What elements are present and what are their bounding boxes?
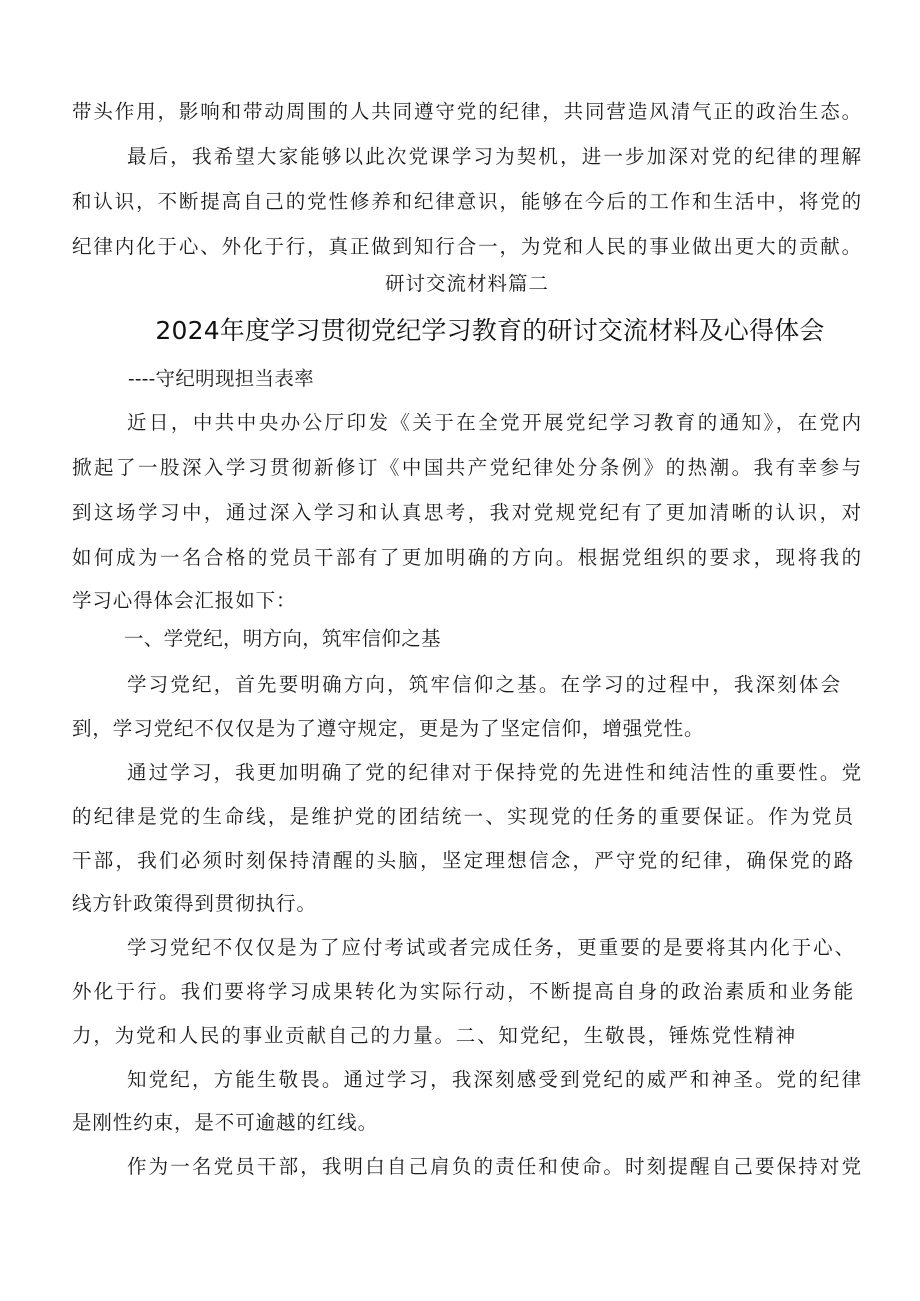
paragraph-line: 力，为党和人民的事业贡献自己的力量。二、知党纪，生敬畏，锤炼党性精神 — [72, 1024, 796, 1047]
paragraph-line: 通过学习，我更加明确了党的纪律对于保持党的先进性和纯洁性的重要性。党 — [127, 761, 862, 784]
paragraph-line: 近日，中共中央办公厅印发《关于在全党开展党纪学习教育的通知》，在党内 — [127, 411, 862, 434]
paragraph-line: 纪律内化于心、外化于行，真正做到知行合一，为党和人民的事业做出更大的贡献。 — [72, 235, 862, 258]
paragraph-line: 带头作用，影响和带动周围的人共同遵守党的纪律，共同营造风清气正的政治生态。 — [72, 100, 862, 123]
section-heading: 一、学党纪，明方向，筑牢信仰之基 — [124, 627, 441, 650]
paragraph-line: 到，学习党纪不仅仅是为了遵守规定，更是为了坚定信仰，增强党性。 — [72, 717, 705, 740]
paragraph-line: 到这场学习中，通过深入学习和认真思考，我对党规党纪有了更加清晰的认识，对 — [72, 501, 862, 524]
paragraph-line: 掀起了一股深入学习贯彻新修订《中国共产党纪律处分条例》的热潮。我有幸参与 — [72, 456, 862, 479]
paragraph-line: 和认识，不断提高自己的党性修养和纪律意识，能够在今后的工作和生活中，将党的 — [72, 190, 862, 213]
paragraph-line: 的纪律是党的生命线，是维护党的团结统一、实现党的任务的重要保证。作为党员 — [72, 805, 854, 828]
paragraph-line: 学习心得体会汇报如下： — [72, 589, 297, 612]
paragraph-line: 线方针政策得到贯彻执行。 — [72, 892, 317, 915]
paragraph-line: 知党纪，方能生敬畏。通过学习，我深刻感受到党纪的威严和神圣。党的纪律 — [127, 1068, 862, 1091]
paragraph-line: 作为一名党员干部，我明白自己肩负的责任和使命。时刻提醒自己要保持对党 — [127, 1155, 862, 1178]
paragraph-line: 干部，我们必须时刻保持清醒的头脑，坚定理想信念，严守党的纪律，确保党的路 — [72, 849, 854, 872]
paragraph-line: 最后，我希望大家能够以此次党课学习为契机，进一步加深对党的纪律的理解 — [127, 145, 862, 168]
paragraph-line: 学习党纪，首先要明确方向，筑牢信仰之基。在学习的过程中，我深刻体会 — [127, 673, 841, 696]
paragraph-line: 外化于行。我们要将学习成果转化为实际行动，不断提高自身的政治素质和业务能 — [72, 980, 854, 1003]
subtitle: ----守纪明现担当表率 — [128, 367, 314, 390]
paragraph-line: 学习党纪不仅仅是为了应付考试或者完成任务，更重要的是要将其内化于心、 — [127, 936, 855, 959]
paragraph-line: 如何成为一名合格的党员干部有了更加明确的方向。根据党组织的要求，现将我的 — [72, 546, 862, 569]
paragraph-line: 是刚性约束，是不可逾越的红线。 — [72, 1111, 379, 1134]
section-label: 研讨交流材料篇二 — [384, 272, 549, 295]
page-title: 2024年度学习贯彻党纪学习教育的研讨交流材料及心得体会 — [155, 316, 825, 345]
